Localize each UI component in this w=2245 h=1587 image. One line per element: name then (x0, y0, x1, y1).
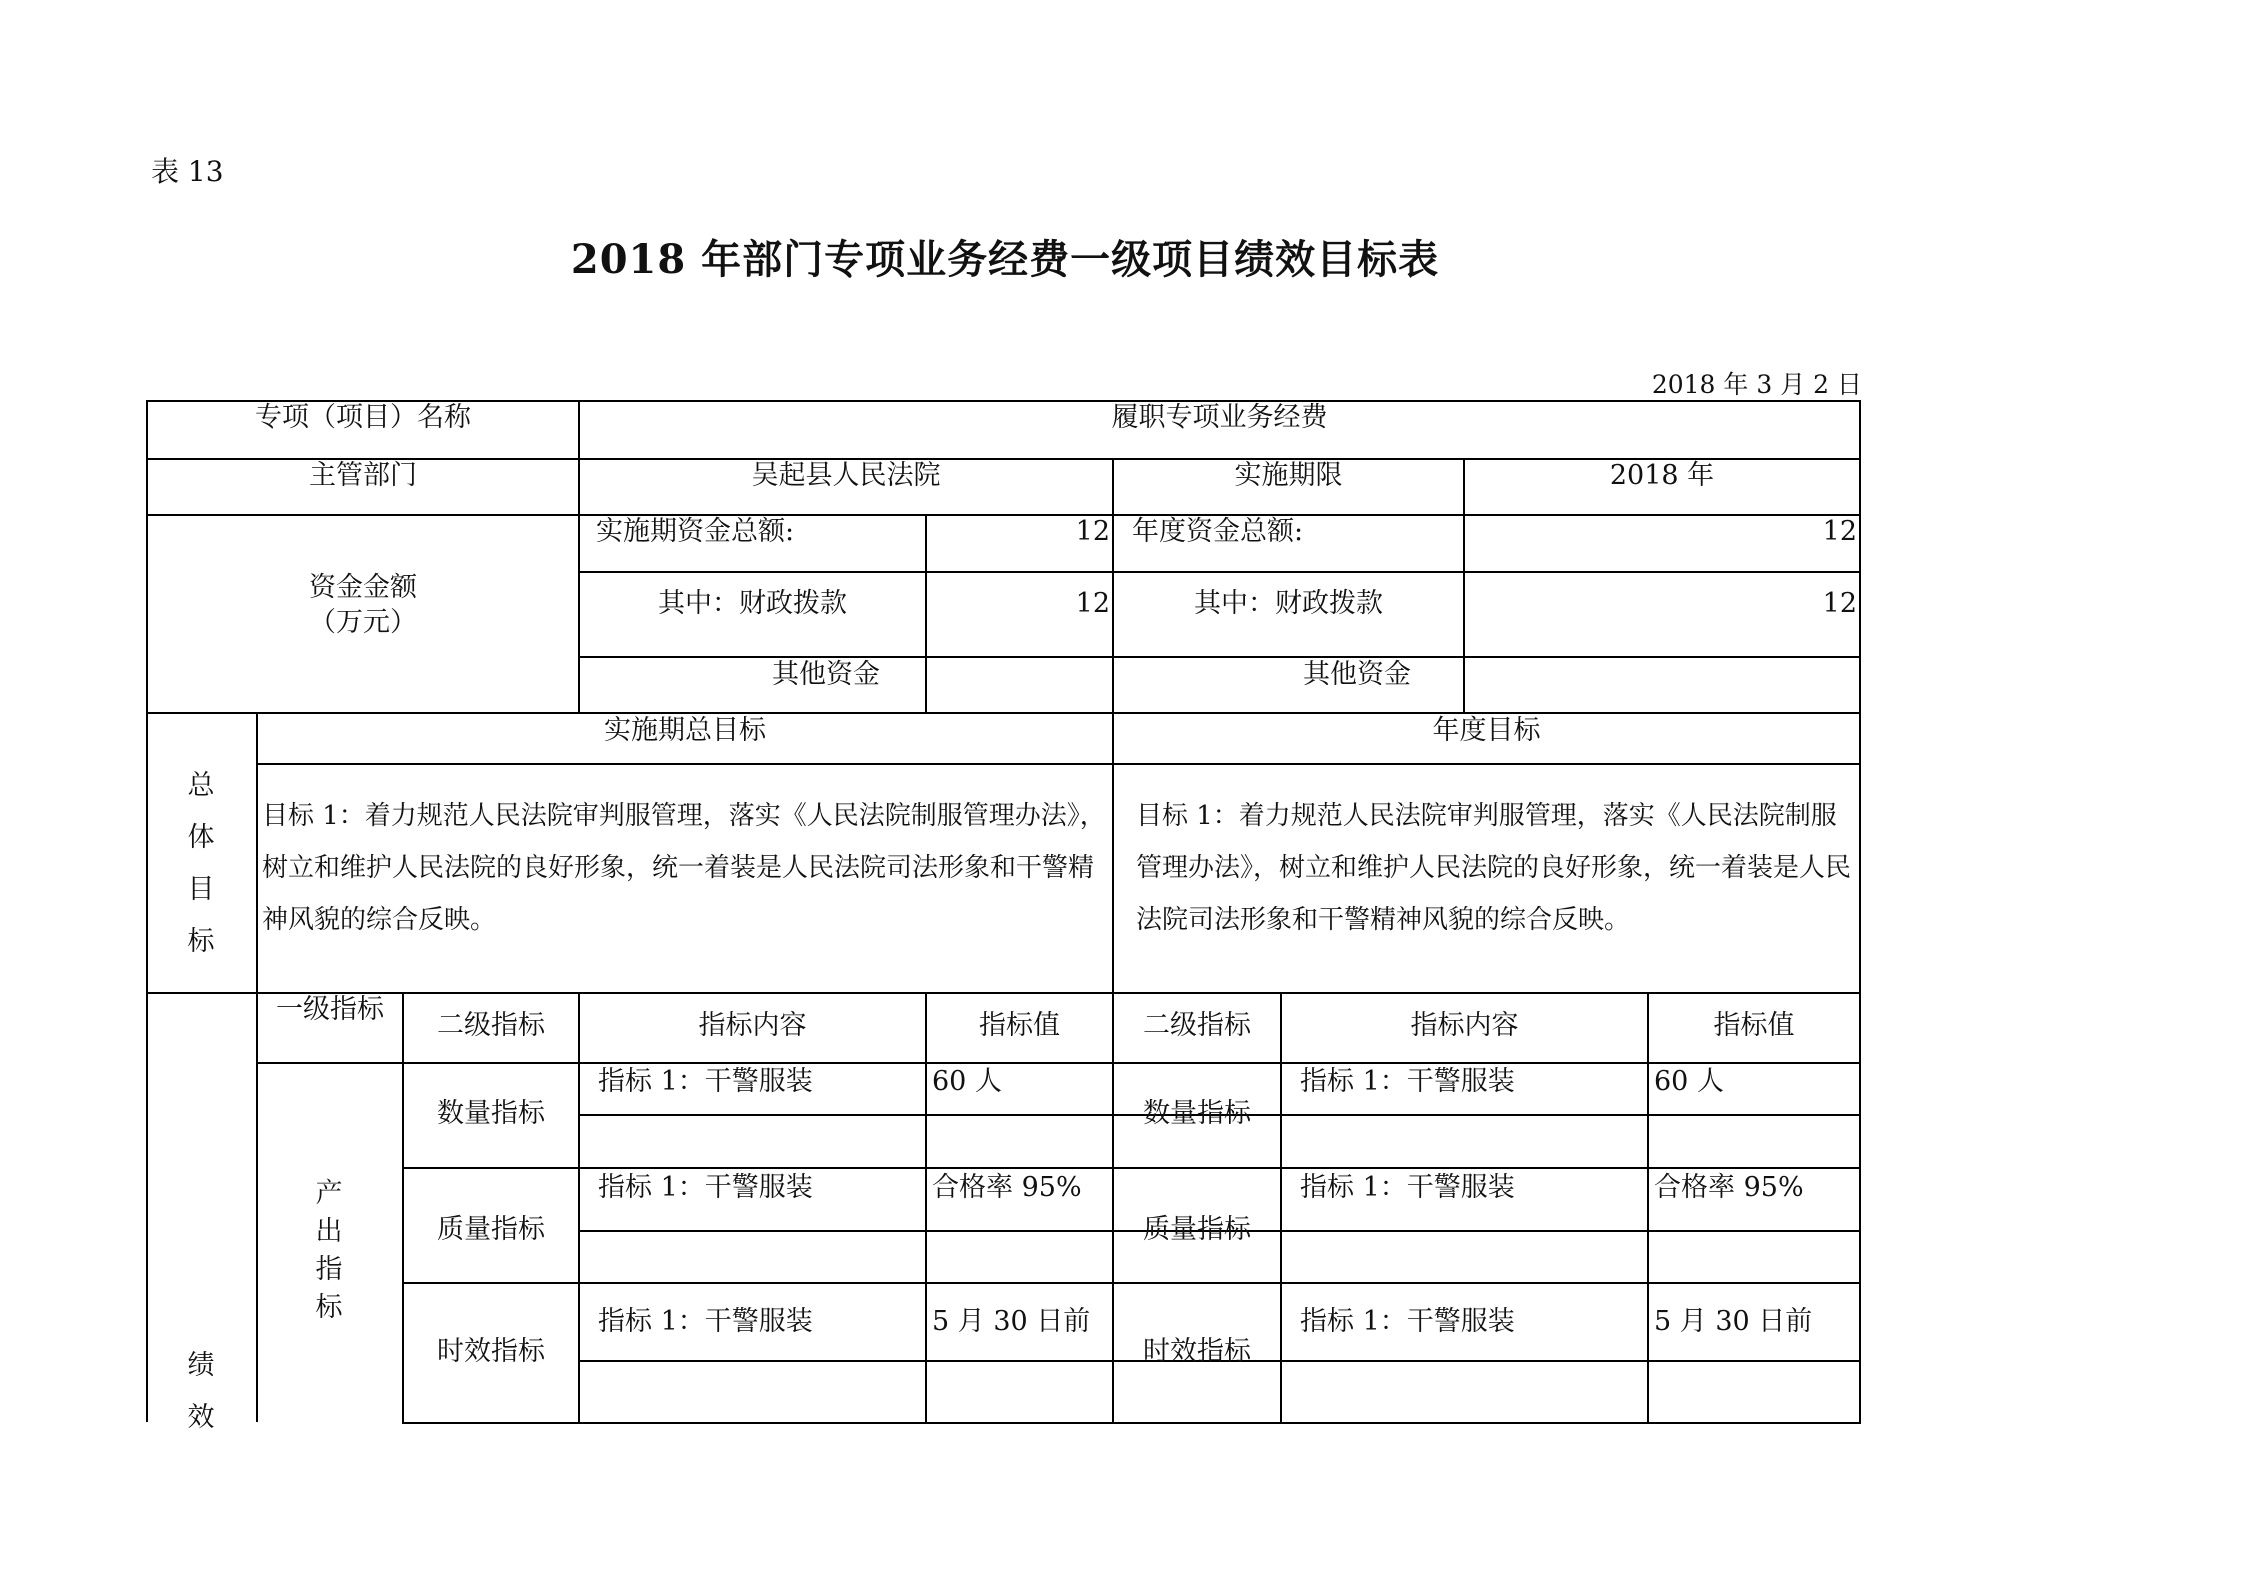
table-row-content: 指标 1：干警服装 (598, 1306, 813, 1337)
table-row-level2: 数量指标 (437, 1098, 545, 1129)
level2-header-annual: 二级指标 (1143, 1010, 1251, 1041)
value-header-annual: 指标值 (1713, 1010, 1795, 1041)
level2-header-impl: 二级指标 (437, 1010, 545, 1041)
table-row-value: 合格率 95% (932, 1172, 1082, 1203)
annual-fiscal-value: 12 (1822, 588, 1857, 619)
table-row-level2: 时效指标 (1143, 1336, 1251, 1367)
table-row-content: 指标 1：干警服装 (1300, 1306, 1515, 1337)
impl-other-label: 其他资金 (772, 659, 880, 690)
impl-total-value: 12 (1075, 516, 1110, 547)
table-row-level2: 数量指标 (1143, 1098, 1251, 1129)
project-name-value: 履职专项业务经费 (1111, 402, 1328, 433)
table-row-level2: 时效指标 (437, 1336, 545, 1367)
table-row-value: 合格率 95% (1654, 1172, 1804, 1203)
table-row-content: 指标 1：干警服装 (1300, 1066, 1515, 1097)
document-date: 2018 年 3 月 2 日 (1651, 370, 1862, 399)
annual-total-label: 年度资金总额: (1132, 516, 1304, 547)
level1-header: 一级指标 (276, 994, 384, 1025)
impl-total-label: 实施期资金总额: (596, 516, 795, 547)
department-label: 主管部门 (309, 460, 417, 491)
table-row-content: 指标 1：干警服装 (1300, 1172, 1515, 1203)
annual-other-label: 其他资金 (1303, 659, 1411, 690)
table-row-level2: 质量指标 (1143, 1214, 1251, 1245)
performance-indicators-label: 绩 效 (187, 1350, 215, 1433)
impl-goal-header: 实施期总目标 (604, 715, 766, 746)
page-title: 2018 年部门专项业务经费一级项目绩效目标表 (570, 236, 1440, 283)
impl-goal-text: 目标 1：着力规范人民法院审判服管理，落实《人民法院制服管理办法》，树立和维护人民法院的良好形象，统一着装是人民法院司法形象和干警精神风貌的综合反映。 (262, 801, 1106, 935)
value-header-impl: 指标值 (979, 1010, 1060, 1041)
annual-fiscal-label: 其中：财政拨款 (1194, 588, 1383, 619)
annual-goal-text: 目标 1：着力规范人民法院审判服管理，落实《人民法院制服管理办法》，树立和维护人民法院的良好形象，统一着装是人民法院司法形象和干警精神风貌的综合反映。 (1136, 801, 1852, 935)
department-value: 吴起县人民法院 (751, 460, 941, 491)
content-header-impl: 指标内容 (698, 1010, 807, 1041)
table-row-value: 5 月 30 日前 (1654, 1306, 1813, 1337)
period-label: 实施期限 (1234, 460, 1343, 491)
table-row-value: 60 人 (932, 1066, 1002, 1097)
project-name-label: 专项（项目）名称 (255, 402, 471, 433)
table-row-content: 指标 1：干警服装 (598, 1172, 813, 1203)
overall-goals-label: 总 体 目 标 (187, 770, 215, 957)
funds-label: 资金金额 (309, 572, 417, 603)
funds-unit-label: （万元） (309, 607, 417, 638)
annual-goal-header: 年度目标 (1432, 715, 1541, 746)
table-row-level2: 质量指标 (437, 1214, 545, 1245)
impl-fiscal-label: 其中：财政拨款 (658, 588, 847, 619)
table-row-value: 60 人 (1654, 1066, 1724, 1097)
annual-total-value: 12 (1822, 516, 1857, 547)
table-row-value: 5 月 30 日前 (932, 1306, 1091, 1337)
table-number: 表 13 (151, 155, 224, 188)
period-value: 2018 年 (1609, 460, 1715, 491)
impl-fiscal-value: 12 (1075, 588, 1110, 619)
content-header-annual: 指标内容 (1410, 1010, 1519, 1041)
output-indicators-label: 产 出 指 标 (315, 1178, 343, 1323)
table-row-content: 指标 1：干警服装 (598, 1066, 813, 1097)
